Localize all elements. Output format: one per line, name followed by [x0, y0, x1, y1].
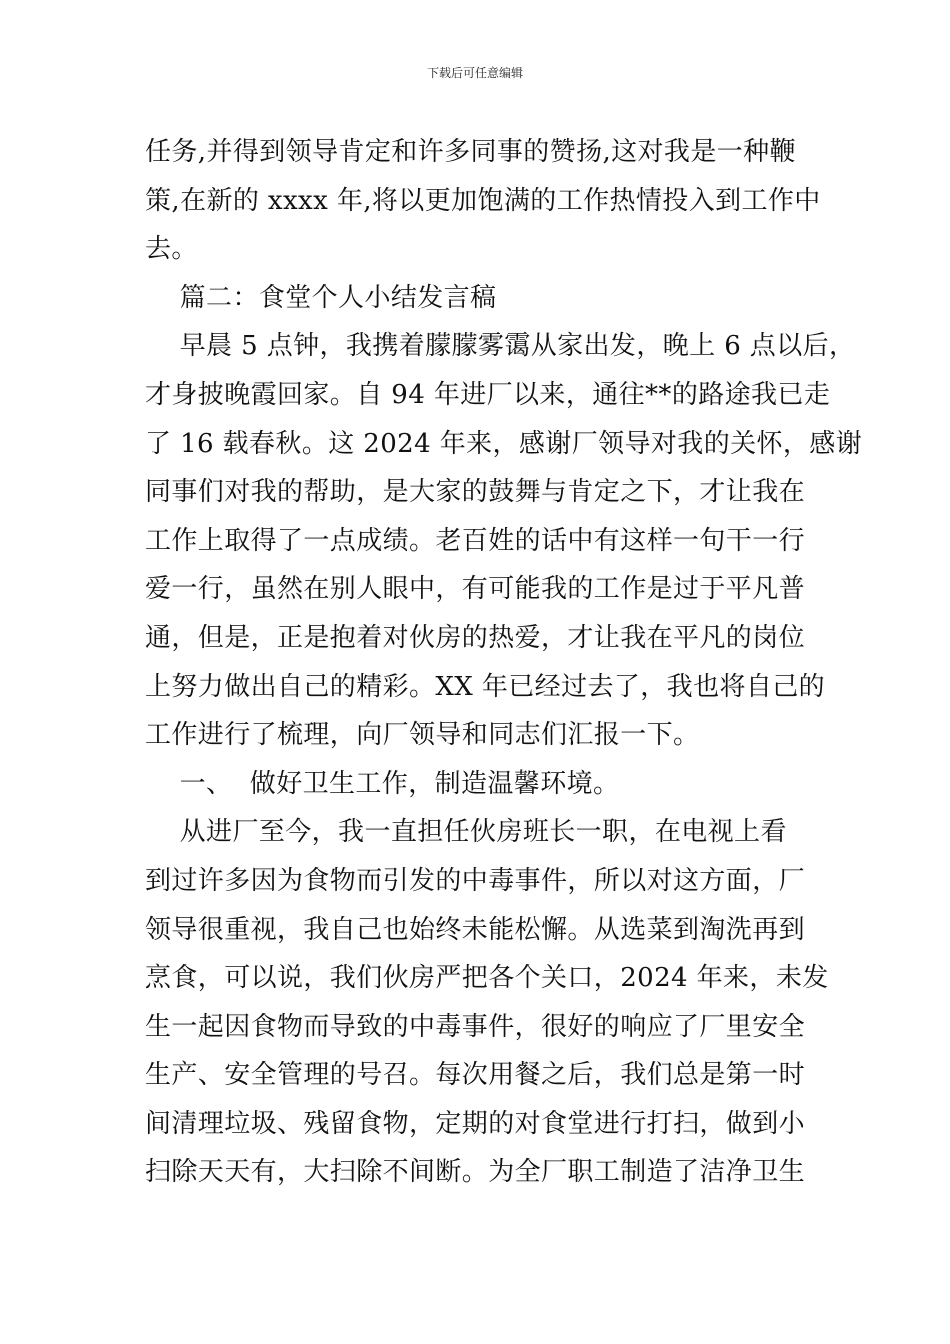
section-heading: 篇二：食堂个人小结发言稿 — [145, 282, 497, 313]
text-line: 到过许多因为食物而引发的中毒事件，所以对这方面，厂 — [145, 865, 806, 896]
text-line: 去。 — [145, 234, 198, 265]
text-line: 间清理垃圾、残留食物，定期的对食堂进行打扫，做到小 — [145, 1108, 806, 1139]
text-line: 从进厂至今，我一直担任伙房班长一职，在电视上看 — [145, 817, 787, 848]
text-line: 领导很重视，我自己也始终未能松懈。从选菜到淘洗再到 — [145, 914, 806, 945]
text-line: 烹食，可以说，我们伙房严把各个关口，2024 年来，未发 — [145, 963, 829, 994]
section-heading: 一、 做好卫生工作，制造温馨环境。 — [145, 768, 620, 799]
text-line: 早晨 5 点钟，我携着朦朦雾霭从家出发，晚上 6 点以后， — [145, 331, 856, 362]
text-line: 工作上取得了一点成绩。老百姓的话中有这样一句干一行 — [145, 525, 806, 556]
page-header: 下载后可任意编辑 — [426, 66, 523, 80]
text-line: 工作进行了梳理，向厂领导和同志们汇报一下。 — [145, 720, 700, 751]
text-line: 策,在新的 xxxx 年,将以更加饱满的工作热情投入到工作中 — [145, 185, 821, 216]
document-body — [145, 128, 863, 1197]
text-line: 任务,并得到领导肯定和许多同事的赞扬,这对我是一种鞭 — [145, 137, 796, 167]
text-line: 扫除天天有，大扫除不间断。为全厂职工制造了洁净卫生 — [145, 1157, 806, 1188]
text-line: 爱一行，虽然在别人眼中，有可能我的工作是过于平凡普 — [145, 574, 806, 605]
text-line: 才身披晚霞回家。自 94 年进厂以来，通往**的路途我已走 — [145, 379, 831, 410]
text-line: 生产、安全管理的号召。每次用餐之后，我们总是第一时 — [145, 1060, 806, 1091]
text-line: 上努力做出自己的精彩。XX 年已经过去了，我也将自己的 — [145, 671, 826, 702]
text-line: 生一起因食物而导致的中毒事件，很好的响应了厂里安全 — [145, 1011, 806, 1042]
text-line: 了 16 载春秋。这 2024 年来，感谢厂领导对我的关怀，感谢 — [145, 428, 863, 459]
text-line: 通，但是，正是抱着对伙房的热爱，才让我在平凡的岗位 — [145, 622, 806, 653]
text-line: 同事们对我的帮助，是大家的鼓舞与肯定之下，才让我在 — [145, 477, 806, 508]
